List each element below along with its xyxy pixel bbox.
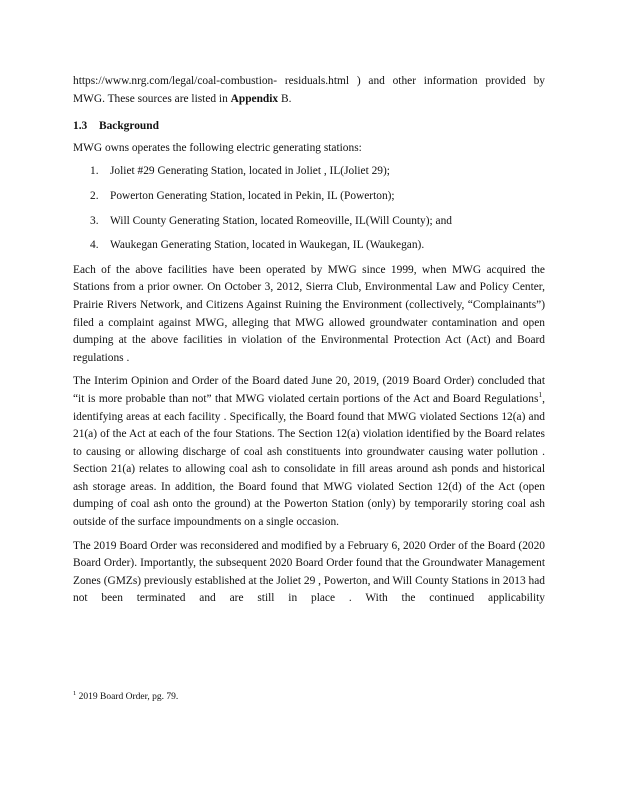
list-number: 2. [90,189,99,202]
list-number: 1. [90,165,99,178]
list-item [73,213,545,231]
interim-text-before: The Interim Opinion and Order of the Board dated June 20, 2019, (2019 Board Order) concluded that “it is more probable than not” that MWG violated certain portions of the Act and Board Regulations [73,375,545,405]
paragraph-interim-order [73,373,545,531]
intro-text: https://www.nrg.com/legal/coal-combustion- residuals.html ) and other information provided by MWG. These sources are listed in [73,75,545,105]
footnote-reference[interactable]: 1 [538,390,543,400]
list-text: Joliet #29 Generating Station, located in Joliet , IL(Joliet 29); [110,165,390,178]
list-text: Waukegan Generating Station, located in Waukegan, IL (Waukegan). [110,239,425,252]
footnote [73,691,178,704]
appendix-letter: B. [278,92,292,105]
stations-intro: MWG owns operates the following electric generating stations: [73,141,362,154]
document-page [73,73,545,614]
footnote-marker: 1 [73,689,77,697]
list-item [73,188,545,206]
list-item [73,163,545,181]
section-number: 1.3 [73,120,88,133]
stations-list [73,163,545,254]
paragraph-operated: Each of the above facilities have been operated by MWG since 1999, when MWG acquired the Stations from a prior owner. On October 3, 2012, Sierra Club, Environmental Law and Policy Center, Prairie Rivers Network, and Citizens Against Ruining the Environment (collectively, “Complainants”) filed a complaint against MWG, alleging that MWG allowed groundwater contamination and open dumping at the above facilities in violation of the Environmental Protection Act (Act) and Board regulations . [73,263,545,364]
paragraph-2019-order: The 2019 Board Order was reconsidered and modified by a February 6, 2020 Order of the Board (2020 Board Order). Importantly, the subsequent 2020 Board Order found that the Groundwater Management Zones (GMZs) previously established at the Joliet 29 , Powerton, and Will County Stations in 2013 had not been terminated and are still in place . With the continued applicability [73,539,545,605]
section-heading [73,118,545,136]
list-item [73,237,545,255]
appendix-label: Appendix [230,92,279,105]
list-text: Will County Generating Station, located Romeoville, IL(Will County); and [110,214,453,227]
list-number: 4. [90,239,99,252]
footnote-text: 2019 Board Order, pg. 79. [76,692,179,702]
list-text: Powerton Generating Station, located in Pekin, IL (Powerton); [110,189,395,202]
intro-paragraph [73,73,545,108]
section-title: Background [99,120,159,133]
list-number: 3. [90,214,99,227]
interim-text-after: , identifying areas at each facility . Specifically, the Board found that MWG violated Sections 12(a) and 21(a) of the Act at each of the four Stations. The Section 12(a) violation identified by the Board relates to causing or allowing discharge of coal ash constituents into groundwater causing water pollution . Section 21(a) relates to allowing coal ash to consolidate in fill areas around ash ponds and historical ash storage areas. In addition, the Board found that MWG violated Section 12(d) of the Act (open dumping of coal ash onto the ground) at the Powerton Station (only) by temporarily storing coal ash outside of the surface impoundments on a single occasion. [73,392,545,529]
